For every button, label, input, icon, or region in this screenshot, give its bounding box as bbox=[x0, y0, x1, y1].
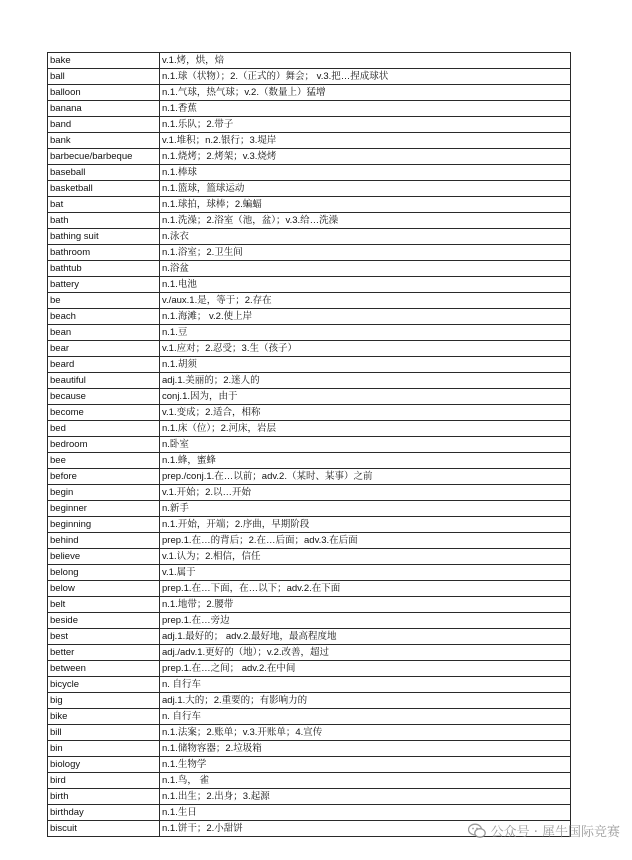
word-cell: bee bbox=[48, 453, 160, 469]
word-cell: belong bbox=[48, 565, 160, 581]
word-cell: basketball bbox=[48, 181, 160, 197]
table-row bbox=[48, 645, 571, 661]
word-cell: bicycle bbox=[48, 677, 160, 693]
table-row bbox=[48, 357, 571, 373]
word-cell: battery bbox=[48, 277, 160, 293]
table-row bbox=[48, 261, 571, 277]
table-row bbox=[48, 741, 571, 757]
definition-cell: n.1.香蕉 bbox=[160, 101, 571, 117]
definition-cell: prep.1.在…的背后；2.在…后面；adv.3.在后面 bbox=[160, 533, 571, 549]
word-cell: beginner bbox=[48, 501, 160, 517]
table-row bbox=[48, 85, 571, 101]
table-row bbox=[48, 533, 571, 549]
word-cell: biology bbox=[48, 757, 160, 773]
definition-cell: n.1.烧烤；2.烤架；v.3.烧烤 bbox=[160, 149, 571, 165]
table-row bbox=[48, 325, 571, 341]
table-row bbox=[48, 437, 571, 453]
definition-cell: prep./conj.1.在…以前；adv.2.（某时、某事）之前 bbox=[160, 469, 571, 485]
word-cell: beside bbox=[48, 613, 160, 629]
word-cell: bike bbox=[48, 709, 160, 725]
definition-cell: n.1.球拍，球棒；2.蝙蝠 bbox=[160, 197, 571, 213]
word-cell: big bbox=[48, 693, 160, 709]
word-cell: birth bbox=[48, 789, 160, 805]
wechat-icon bbox=[468, 823, 486, 839]
table-row bbox=[48, 277, 571, 293]
table-row bbox=[48, 293, 571, 309]
word-cell: be bbox=[48, 293, 160, 309]
definition-cell: n.1.地带；2.腰带 bbox=[160, 597, 571, 613]
table-row bbox=[48, 229, 571, 245]
word-cell: banana bbox=[48, 101, 160, 117]
word-cell: bat bbox=[48, 197, 160, 213]
definition-cell: n.1.法案；2.账单；v.3.开账单；4.宣传 bbox=[160, 725, 571, 741]
word-cell: better bbox=[48, 645, 160, 661]
table-row bbox=[48, 149, 571, 165]
word-cell: begin bbox=[48, 485, 160, 501]
table-row bbox=[48, 309, 571, 325]
definition-cell: v.1.认为；2.相信，信任 bbox=[160, 549, 571, 565]
definition-cell: adj.1.大的；2.重要的；有影响力的 bbox=[160, 693, 571, 709]
table-row bbox=[48, 117, 571, 133]
word-cell: below bbox=[48, 581, 160, 597]
word-cell: band bbox=[48, 117, 160, 133]
definition-cell: n.卧室 bbox=[160, 437, 571, 453]
definition-cell: v.1.开始；2.以…开始 bbox=[160, 485, 571, 501]
table-row bbox=[48, 453, 571, 469]
definition-cell: n.1.浴室；2.卫生间 bbox=[160, 245, 571, 261]
word-cell: birthday bbox=[48, 805, 160, 821]
definition-cell: n.1.床（位）；2.河床，岩层 bbox=[160, 421, 571, 437]
table-row bbox=[48, 181, 571, 197]
table-row bbox=[48, 757, 571, 773]
word-cell: balloon bbox=[48, 85, 160, 101]
definition-cell: adj./adv.1.更好的（地）；v.2.改善，超过 bbox=[160, 645, 571, 661]
definition-cell: v.1.烤，烘，焙 bbox=[160, 53, 571, 69]
table-row bbox=[48, 373, 571, 389]
definition-cell: prep.1.在…之间； adv.2.在中间 bbox=[160, 661, 571, 677]
definition-cell: n.1.海滩； v.2.使上岸 bbox=[160, 309, 571, 325]
word-cell: become bbox=[48, 405, 160, 421]
word-cell: bin bbox=[48, 741, 160, 757]
definition-cell: n.1.储物容器；2.垃圾箱 bbox=[160, 741, 571, 757]
word-cell: bill bbox=[48, 725, 160, 741]
definition-cell: prep.1.在…下面，在…以下；adv.2.在下面 bbox=[160, 581, 571, 597]
word-cell: bird bbox=[48, 773, 160, 789]
table-row bbox=[48, 629, 571, 645]
word-cell: baseball bbox=[48, 165, 160, 181]
table-row bbox=[48, 165, 571, 181]
definition-cell: n.泳衣 bbox=[160, 229, 571, 245]
word-cell: bean bbox=[48, 325, 160, 341]
word-cell: believe bbox=[48, 549, 160, 565]
definition-cell: n.1.生日 bbox=[160, 805, 571, 821]
table-row bbox=[48, 405, 571, 421]
table-row bbox=[48, 581, 571, 597]
word-cell: bank bbox=[48, 133, 160, 149]
vocabulary-table bbox=[47, 52, 571, 837]
word-cell: belt bbox=[48, 597, 160, 613]
word-cell: beach bbox=[48, 309, 160, 325]
definition-cell: adj.1.最好的； adv.2.最好地，最高程度地 bbox=[160, 629, 571, 645]
vocabulary-table-body bbox=[48, 53, 571, 837]
definition-cell: n.新手 bbox=[160, 501, 571, 517]
definition-cell: n.1.洗澡；2.浴室（池，盆）；v.3.给…洗澡 bbox=[160, 213, 571, 229]
definition-cell: n.1.乐队；2.带子 bbox=[160, 117, 571, 133]
table-row bbox=[48, 389, 571, 405]
definition-cell: n.1.电池 bbox=[160, 277, 571, 293]
word-cell: bedroom bbox=[48, 437, 160, 453]
definition-cell: v.1.堆积；n.2.银行；3.堤岸 bbox=[160, 133, 571, 149]
word-cell: because bbox=[48, 389, 160, 405]
definition-cell: prep.1.在…旁边 bbox=[160, 613, 571, 629]
definition-cell: n. 自行车 bbox=[160, 677, 571, 693]
definition-cell: n.1.棒球 bbox=[160, 165, 571, 181]
table-row bbox=[48, 613, 571, 629]
watermark-text: 公众号 · 犀牛国际竞赛 bbox=[490, 825, 620, 840]
table-row bbox=[48, 597, 571, 613]
definition-cell: conj.1.因为，由于 bbox=[160, 389, 571, 405]
definition-cell: n.1.生物学 bbox=[160, 757, 571, 773]
table-row bbox=[48, 725, 571, 741]
word-cell: bathtub bbox=[48, 261, 160, 277]
definition-cell: adj.1.美丽的；2.迷人的 bbox=[160, 373, 571, 389]
definition-cell: n.1.出生；2.出身；3.起源 bbox=[160, 789, 571, 805]
table-row bbox=[48, 501, 571, 517]
definition-cell: n.1.篮球，篮球运动 bbox=[160, 181, 571, 197]
definition-cell: n. 自行车 bbox=[160, 709, 571, 725]
definition-cell: n.1.胡须 bbox=[160, 357, 571, 373]
definition-cell: n.1.球（状物）；2.（正式的）舞会； v.3.把…捏成球状 bbox=[160, 69, 571, 85]
table-row bbox=[48, 677, 571, 693]
word-cell: beard bbox=[48, 357, 160, 373]
table-row bbox=[48, 213, 571, 229]
table-row bbox=[48, 789, 571, 805]
table-row bbox=[48, 421, 571, 437]
table-row bbox=[48, 245, 571, 261]
definition-cell: n.1.豆 bbox=[160, 325, 571, 341]
definition-cell: v./aux.1.是，等于；2.存在 bbox=[160, 293, 571, 309]
definition-cell: n.浴盆 bbox=[160, 261, 571, 277]
definition-cell: n.1.饼干；2.小甜饼 bbox=[160, 821, 571, 837]
table-row bbox=[48, 565, 571, 581]
table-row bbox=[48, 101, 571, 117]
word-cell: best bbox=[48, 629, 160, 645]
word-cell: beginning bbox=[48, 517, 160, 533]
word-cell: bear bbox=[48, 341, 160, 357]
table-row bbox=[48, 485, 571, 501]
word-cell: between bbox=[48, 661, 160, 677]
word-cell: bath bbox=[48, 213, 160, 229]
word-cell: biscuit bbox=[48, 821, 160, 837]
definition-cell: n.1.蜂，蜜蜂 bbox=[160, 453, 571, 469]
table-row bbox=[48, 517, 571, 533]
word-cell: bathing suit bbox=[48, 229, 160, 245]
word-cell: ball bbox=[48, 69, 160, 85]
word-cell: bake bbox=[48, 53, 160, 69]
table-row bbox=[48, 133, 571, 149]
table-row bbox=[48, 53, 571, 69]
word-cell: beautiful bbox=[48, 373, 160, 389]
definition-cell: v.1.应对；2.忍受；3.生（孩子） bbox=[160, 341, 571, 357]
table-row bbox=[48, 661, 571, 677]
definition-cell: n.1.气球，热气球；v.2.（数量上）猛增 bbox=[160, 85, 571, 101]
word-cell: barbecue/barbeque bbox=[48, 149, 160, 165]
definition-cell: v.1.属于 bbox=[160, 565, 571, 581]
word-cell: before bbox=[48, 469, 160, 485]
table-row bbox=[48, 341, 571, 357]
table-row bbox=[48, 549, 571, 565]
table-row bbox=[48, 469, 571, 485]
table-row bbox=[48, 709, 571, 725]
table-row bbox=[48, 805, 571, 821]
table-row bbox=[48, 197, 571, 213]
table-row bbox=[48, 69, 571, 85]
word-cell: bed bbox=[48, 421, 160, 437]
word-cell: bathroom bbox=[48, 245, 160, 261]
table-row bbox=[48, 693, 571, 709]
definition-cell: n.1.鸟， 雀 bbox=[160, 773, 571, 789]
table-row bbox=[48, 773, 571, 789]
word-cell: behind bbox=[48, 533, 160, 549]
watermark bbox=[468, 821, 620, 840]
definition-cell: n.1.开始，开端；2.序曲，早期阶段 bbox=[160, 517, 571, 533]
definition-cell: v.1.变成；2.适合，相称 bbox=[160, 405, 571, 421]
